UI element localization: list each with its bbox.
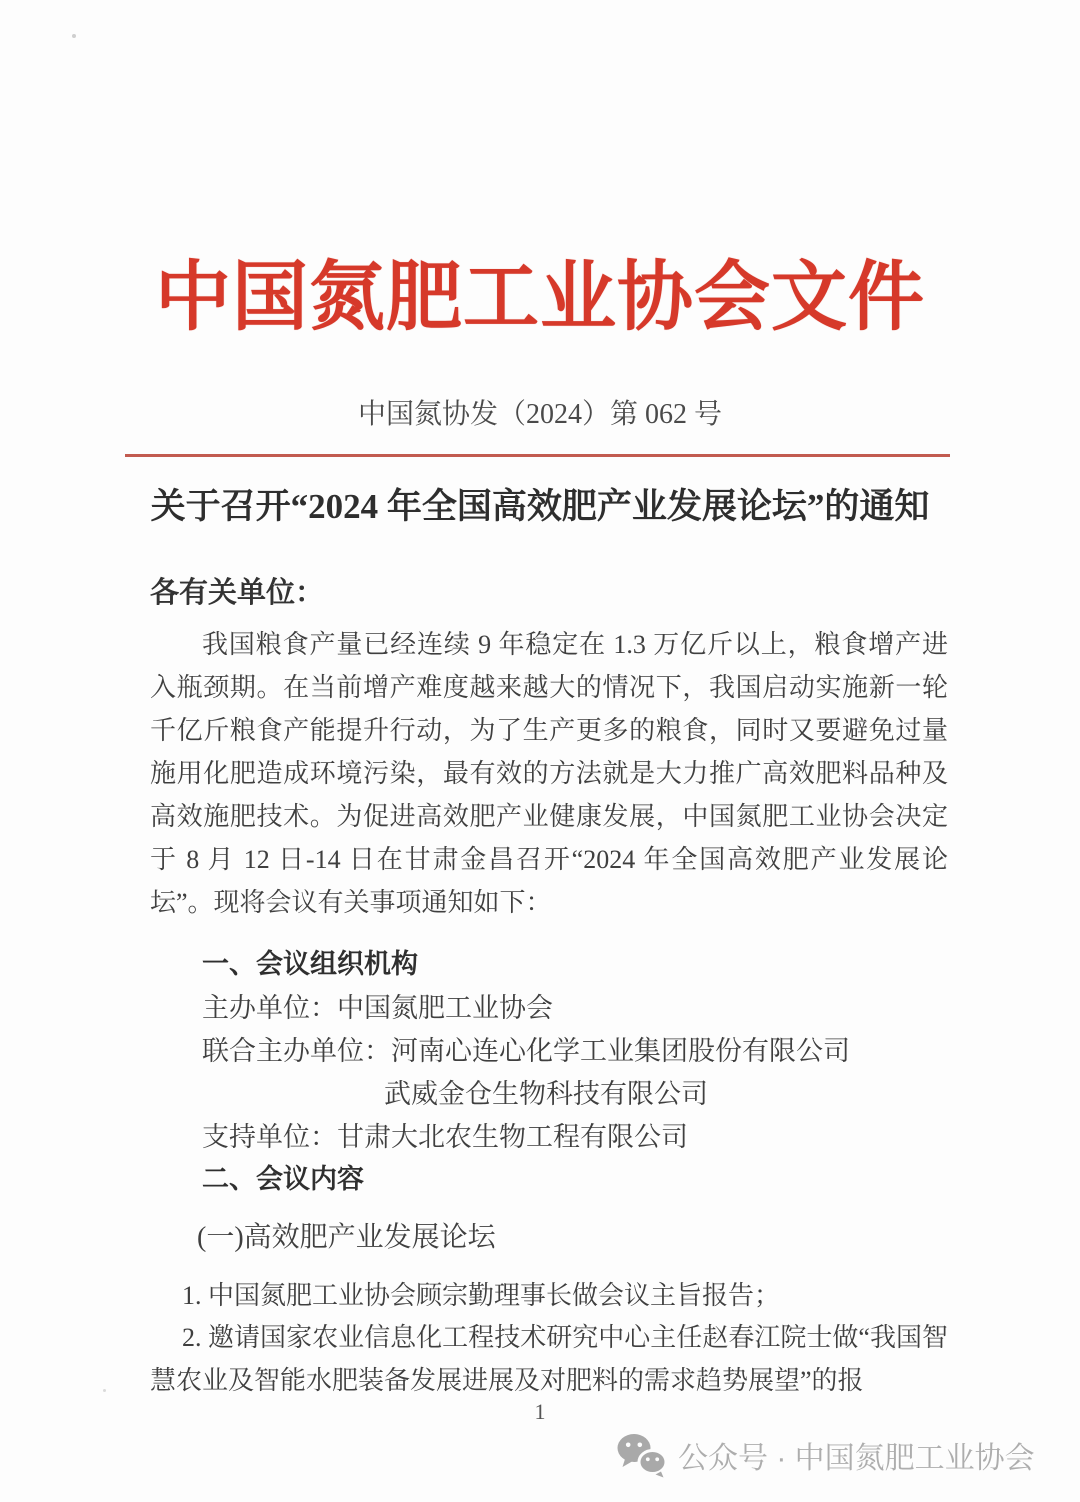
agenda-item-2: 2. 邀请国家农业信息化工程技术研究中心主任赵春江院士做“我国智慧农业及智能水肥装备发展进展及对肥料的需求趋势展望”的报 xyxy=(150,1323,948,1395)
section-1-heading: 一、会议组织机构 xyxy=(202,949,418,979)
co-organizer-line: 联合主办单位：河南心连心化学工业集团股份有限公司 xyxy=(202,1036,850,1066)
scan-speck xyxy=(72,34,76,38)
document-reference-number: 中国氮协发（2024）第 062 号 xyxy=(357,399,722,430)
wechat-watermark xyxy=(616,1432,1035,1478)
supporting-organizer-line: 支持单位：甘肃大北农生物工程有限公司 xyxy=(202,1122,688,1152)
notice-title: 关于召开“2024 年全国高效肥产业发展论坛”的通知 xyxy=(150,487,930,526)
salutation-line: 各有关单位： xyxy=(150,577,325,609)
scan-speck xyxy=(103,1389,106,1392)
co-organizer-line-2: 武威金仓生物科技有限公司 xyxy=(384,1079,708,1109)
wechat-icon xyxy=(616,1432,668,1478)
agenda-item-1: 1. 中国氮肥工业协会顾宗勤理事长做会议主旨报告； xyxy=(182,1281,781,1310)
host-organizer-line: 主办单位：中国氮肥工业协会 xyxy=(202,993,553,1023)
document-header-title: 中国氮肥工业协会文件 xyxy=(155,256,925,340)
page-number: 1 xyxy=(534,1399,546,1424)
watermark-label: 公众号 · 中国氮肥工业协会 xyxy=(678,1442,1035,1475)
subsection-heading: (一)高效肥产业发展论坛 xyxy=(197,1222,496,1253)
intro-paragraph: 我国粮食产量已经连续 9 年稳定在 1.3 万亿斤以上，粮食增产进入瓶颈期。在当前增产难度越来越大的情况下，我国启动实施新一轮千亿斤粮食产能提升行动，为了生产更多的粮食，同时又要避免过量施用化肥造成环境污染，最有效的方法就是大力推广高效肥料品种及高效施肥技术。为促进高效肥产业健康发展，中国氮肥工业协会决定于 8 月 12 日-14 日在甘肃金昌召开“2024 年全国高效肥产业发展论坛”。现将会议有关事项通知如下： xyxy=(150,630,948,917)
section-2-heading: 二、会议内容 xyxy=(202,1164,364,1194)
header-divider-rule xyxy=(125,454,950,457)
